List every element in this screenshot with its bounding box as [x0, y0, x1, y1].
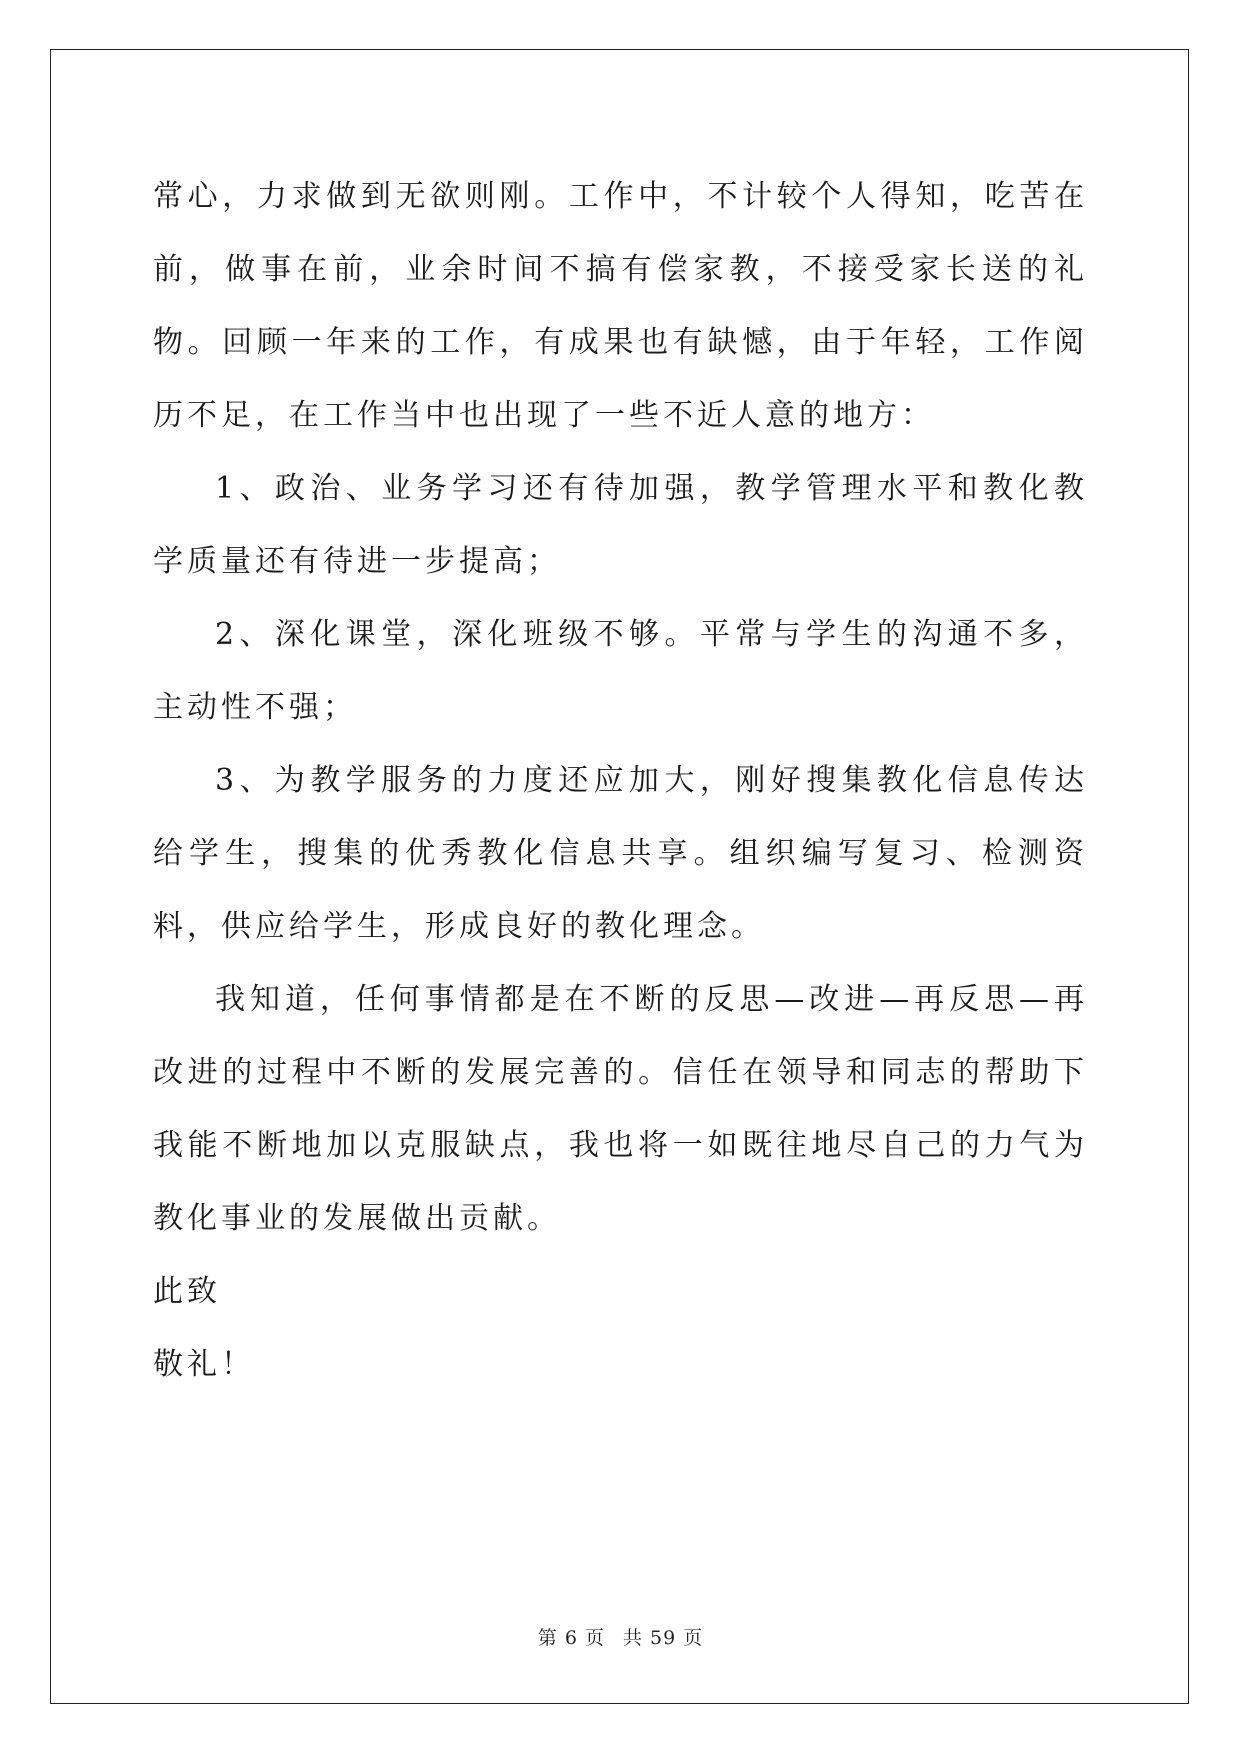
page-number: 第 6 页	[537, 1627, 605, 1649]
paragraph-1: 常心，力求做到无欲则刚。工作中，不计较个人得知，吃苦在前，做事在前，业余时间不搞有偿家教，不接受家长送的礼物。回顾一年来的工作，有成果也有缺憾，由于年轻，工作阅历不足，在工作当中也出现了一些不近人意的地方：	[153, 179, 1088, 433]
document-body	[153, 160, 1088, 1401]
paragraph-4: 3、为教学服务的力度还应加大，刚好搜集教化信息传达给学生，搜集的优秀教化信息共享。组织编写复习、检测资料，供应给学生，形成良好的教化理念。	[153, 763, 1088, 944]
paragraph-5: 我知道，任何事情都是在不断的反思—改进—再反思—再改进的过程中不断的发展完善的。信任在领导和同志的帮助下我能不断地加以克服缺点，我也将一如既往地尽自己的力气为教化事业的发展做出贡献。	[153, 982, 1088, 1236]
closing-salutation: 此致	[153, 1274, 221, 1309]
page-footer	[0, 1623, 1241, 1650]
closing-regards: 敬礼！	[153, 1347, 255, 1382]
paragraph-2: 1、政治、业务学习还有待加强，教学管理水平和教化教学质量还有待进一步提高；	[153, 471, 1088, 579]
page-total: 共 59 页	[622, 1627, 704, 1649]
paragraph-3: 2、深化课堂，深化班级不够。平常与学生的沟通不多，主动性不强；	[153, 617, 1088, 725]
